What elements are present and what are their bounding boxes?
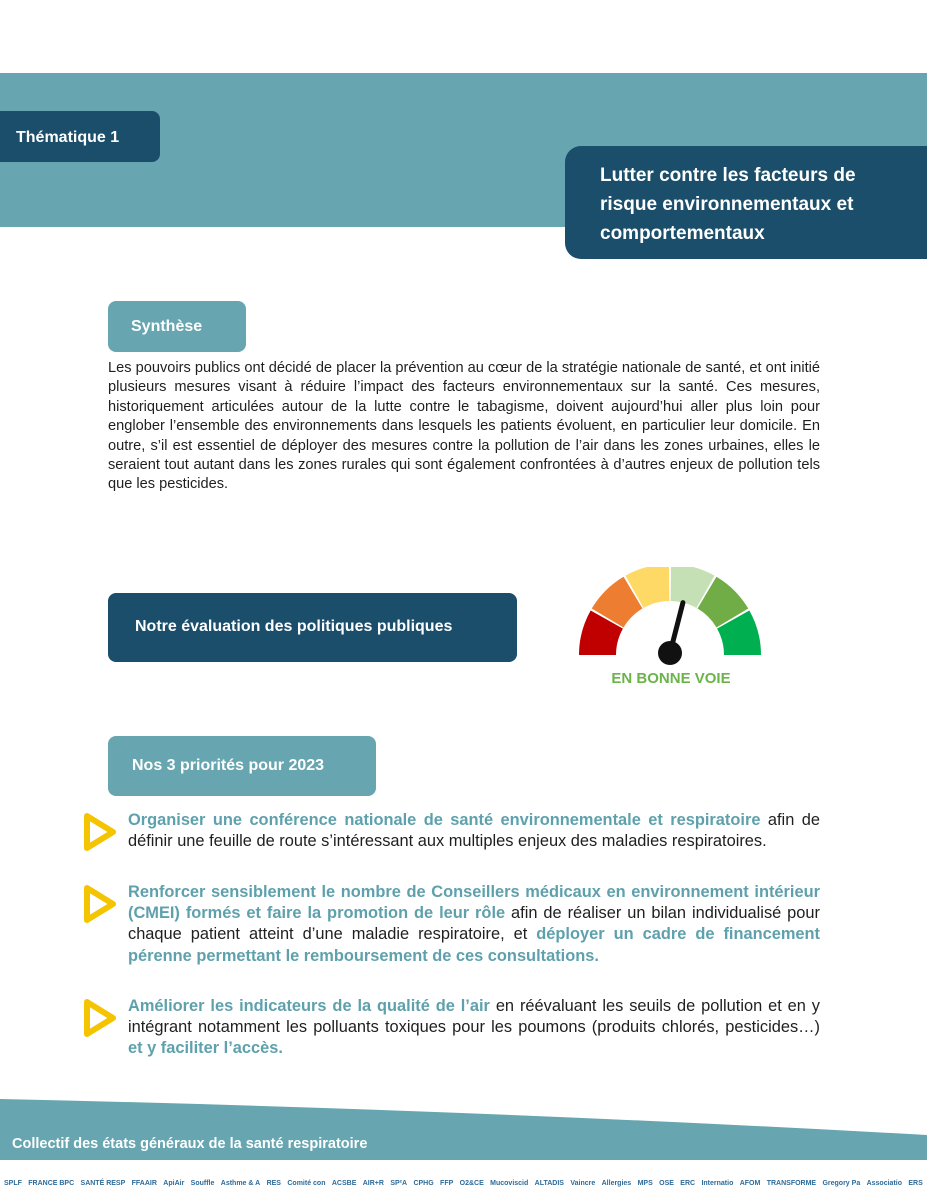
partner-logo: AIR+R [362, 1179, 384, 1187]
priority-body: afin de définir une feuille de route s’intéressant aux multiples enjeux des maladies respiratoires. [128, 811, 820, 851]
priority-item-2 [80, 882, 840, 967]
partner-logo: SP²A [390, 1179, 408, 1187]
partner-logo: Mucoviscid [490, 1179, 529, 1187]
priority-body: afin de réaliser un bilan individualisé pour chaque patient atteint d’une maladie respiratoire, et [128, 904, 820, 944]
priority-text [128, 996, 820, 1060]
partner-logo: FFAAIR [131, 1179, 157, 1187]
priority-highlight: Améliorer les indicateurs de la qualité de l’air [128, 997, 490, 1015]
play-arrow-icon [80, 996, 120, 1040]
partner-logo: ERC [680, 1179, 696, 1187]
priority-item-3 [80, 996, 840, 1060]
gauge-label: EN BONNE VOIE [611, 670, 731, 687]
partner-logo: FFP [440, 1179, 454, 1187]
priority-text [128, 810, 820, 852]
priority-highlight: Organiser une conférence nationale de santé environnementale et respiratoire [128, 811, 761, 829]
evaluation-label: Notre évaluation des politiques publiques [108, 593, 517, 662]
priority-highlight-2: et y faciliter l’accès. [128, 1039, 283, 1058]
partner-logo: TRANSFORME [766, 1179, 817, 1187]
partner-logo: MPS [637, 1179, 653, 1187]
partner-logo: ERS [908, 1179, 923, 1187]
partner-logo: O2&CE [459, 1179, 484, 1187]
partner-logo: Souffle [190, 1179, 215, 1187]
partner-logo: ACSBE [331, 1179, 357, 1187]
play-arrow-icon [80, 810, 120, 854]
synthesis-text: Les pouvoirs publics ont décidé de placer la prévention au cœur de la stratégie nationale de santé, et ont initié plusieurs mesures visant à réduire l’impact des facteurs environnementaux sur la santé. Ces mesures, historiquement articulées autour de la lutte contre le tabagisme, doivent aujourd’hui aller plus loin pour englober l’ensemble des environnements dans lesquels les patients évoluent, en particulier leur domicile. En outre, s’il est essentiel de déployer des mesures contre la pollution de l’air dans les zones urbaines, elles le seraient tout autant dans les zones rurales qui sont également confrontées à d’autres enjeux de pollution tels que les pesticides. [108, 360, 820, 493]
priority-text [128, 882, 820, 967]
partner-logo: ALTADIS [534, 1179, 564, 1187]
priority-highlight: Renforcer sensiblement le nombre de Conseillers médicaux en environnement intérieur (CMEI) formés et faire la promotion de leur rôle [128, 883, 820, 923]
partner-logo: OSE [659, 1179, 674, 1187]
gauge-meter [577, 567, 763, 669]
partner-logo: Comité con [287, 1179, 326, 1187]
partner-logo: Associatio [866, 1179, 902, 1187]
partner-logo: CPHG [413, 1179, 434, 1187]
partner-logo: SANTÉ RESP [80, 1179, 126, 1187]
partner-logo: SPLF [4, 1179, 22, 1187]
page-title: Lutter contre les facteurs de risque environnementaux et comportementaux [565, 146, 927, 259]
partner-logo: ApiAir [163, 1179, 185, 1187]
partner-logos [4, 1168, 923, 1198]
partner-logo: Gregory Pa [822, 1179, 861, 1187]
play-arrow-icon [80, 882, 120, 926]
partner-logo: FRANCE BPC [28, 1179, 75, 1187]
partner-logo: Allergies [601, 1179, 632, 1187]
priorities-label: Nos 3 priorités pour 2023 [108, 736, 376, 796]
gauge-hub [658, 641, 682, 665]
priority-body: en réévaluant les seuils de pollution et en y intégrant notamment les polluants toxiques pour les poumons (produits chlorés, pesticides…) [128, 997, 820, 1037]
synthesis-label: Synthèse [108, 301, 246, 352]
footer-title: Collectif des états généraux de la santé respiratoire [12, 1136, 368, 1152]
partner-logo: Internatio [701, 1179, 734, 1187]
theme-tab: Thématique 1 [0, 111, 160, 162]
priority-body-2: . [594, 946, 599, 965]
partner-logo: Vaincre [570, 1179, 596, 1187]
partner-logo: RES [266, 1179, 281, 1187]
priority-item-1 [80, 810, 840, 852]
partner-logo: Asthme & A [220, 1179, 261, 1187]
partner-logo: AFOM [739, 1179, 761, 1187]
priority-highlight-2: déployer un cadre de financement pérenne permettant le remboursement de ces consultations [128, 925, 820, 965]
